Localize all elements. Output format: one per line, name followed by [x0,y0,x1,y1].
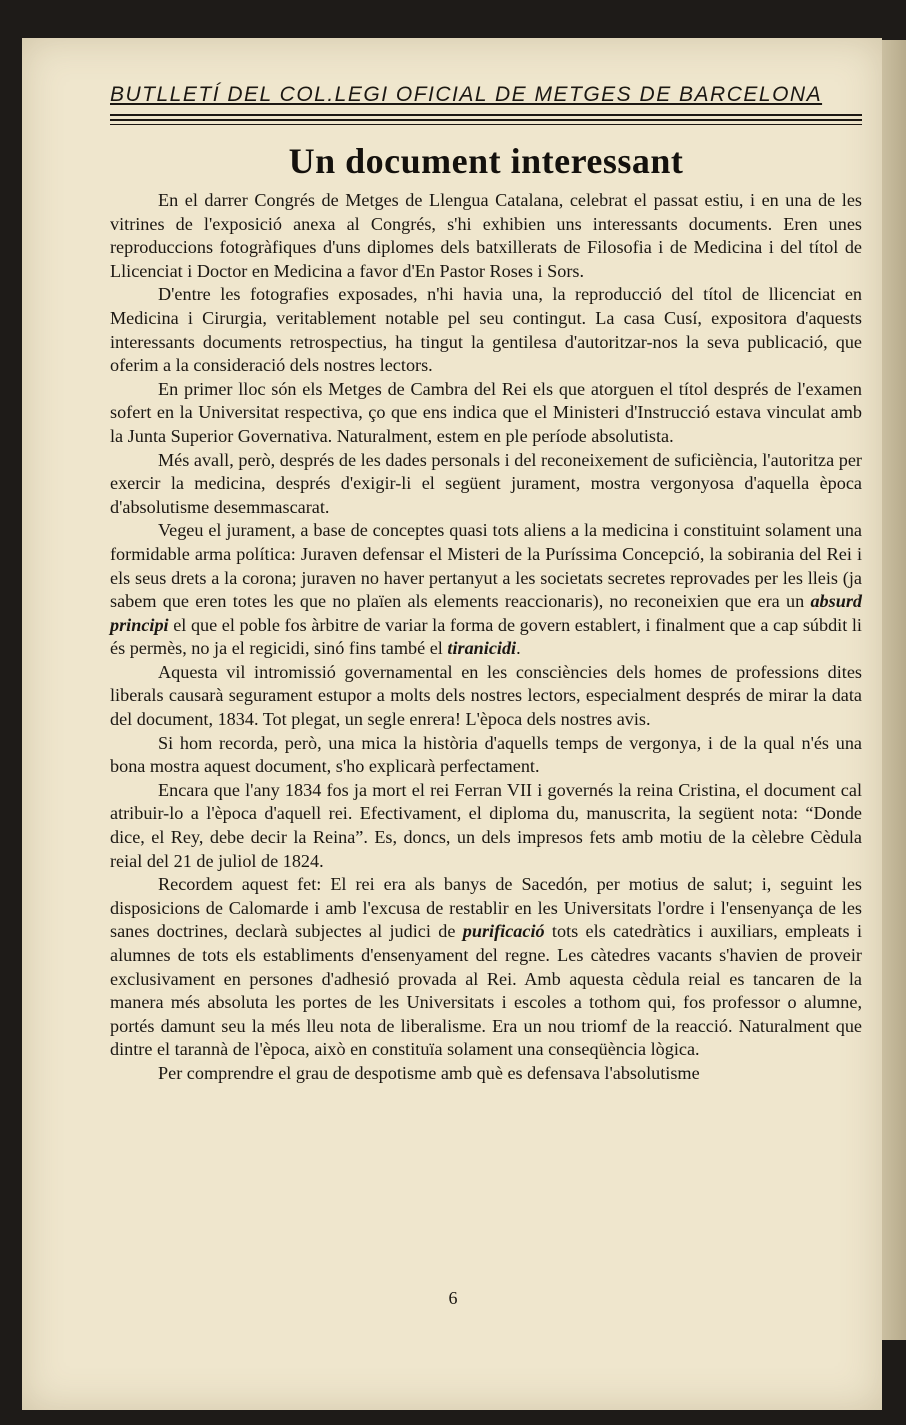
article-title: Un document interessant [288,141,684,181]
emphasized-text: tiranicidi [447,638,517,659]
paragraph [110,1062,862,1086]
paragraph-text: En el darrer Congrés de Metges de Llengua Catalana, celebrat el passat estiu, i en una de les vitrines de l'exposició anexa al Congrés, s'hi exhibien uns interessants documents. Eren unes reproduccions fotogràfiques d'uns diplomes dels batxillerats de Filosofia i de Medicina i del títol de Llicenciat i Doctor en Medicina a favor d'En Pastor Roses i Sors. [110,190,862,281]
paragraph [110,519,862,661]
paragraph-text: En primer lloc són els Metges de Cambra del Rei els que atorguen el títol després de l'examen sofert en la Universitat respectiva, ço que ens indica que el Ministeri d'Instrucció estava vinculat amb la Junta Superior Governativa. Naturalment, estem en ple període absolutista. [110,378,862,446]
emphasized-text: absurd principi [110,591,862,635]
paragraph [110,779,862,873]
paragraph-text: Recordem aquest fet: El rei era als banys de Sacedón, per motius de salut; i, seguint les disposicions de Calomarde i amb l'excusa de restablir en les Universitats l'ordre i l'ensenyança de les sanes doctrines, declarà subjectes al judici de [110,874,862,942]
paragraph-text: Més avall, però, després de les dades personals i del reconeixement de suficiència, l'autoritza per exercir la medicina, després d'exigir-li el següent jurament, mostra vergonyosa d'aquella època d'absolutisme desemmascarat. [110,449,862,517]
paragraph-text: Si hom recorda, però, una mica la història d'aquells temps de vergonya, i de la qual n'és una bona mostra aquest document, s'ho explicarà perfectament. [110,732,862,777]
journal-header: BUTLLETÍ DEL COL.LEGI OFICIAL DE METGES DE BARCELONA [110,83,823,106]
paragraph-text: tots els catedràtics i auxiliars, empleats i alumnes de tots els establiments d'ensenyament del regne. Les càtedres vacants s'havien de proveir exclusivament en persones d'adhesió provada al Rei. Amb aquesta cèdula reial es tancaren de la manera més absoluta les portes de les Universitats i escoles a tothom qui, fos professor o alumne, portés damunt seu la més lleu nota de liberalisme. Era un nou triomf de la reacció. Naturalment que dintre el tarannà de l'època, això en constituïa solament una conseqüència lògica. [110,921,863,1060]
article-body [110,189,862,1086]
paragraph-text: Encara que l'any 1834 fos ja mort el rei Ferran VII i governés la reina Cristina, el document cal atribuir-lo a l'època d'aquell rei. Efectivament, el diploma du, manuscrita, la següent nota: “Donde dice, el Rey, debe decir la Reina”. Es, doncs, un dels impresos fets amb motiu de la cèlebre Cèdula reial del 21 de juliol de 1824. [110,779,862,871]
paragraph-text: . [516,638,521,659]
page-number: 6 [448,1288,458,1308]
paragraph [110,189,862,283]
paragraph-text: Per comprendre el grau de despotisme amb què es defensava l'absolutisme [158,1062,700,1083]
header-rule [110,124,862,125]
paragraph-text: el que el poble fos àrbitre de variar la forma de govern establert, i finalment que a cap súbdit li és permès, no ja el regicidi, sinó fins també el [110,614,862,659]
paragraph [110,873,862,1062]
header-rule [110,119,862,121]
paragraph [110,449,862,520]
header-rule [110,114,862,116]
paragraph-text: Vegeu el jurament, a base de conceptes quasi tots aliens a la medicina i constituint solament una formidable arma política: Juraven defensar el Misteri de la Puríssima Concepció, la sobirania del Rei i els seus drets a la corona; juraven no haver pertanyut a les societats secretes reprovades per les lleis (ja sabem que eren totes les que no plaïen als elements reaccionaris), no reconeixien que era un [110,520,862,612]
paragraph [110,283,862,377]
paragraph-text: D'entre les fotografies exposades, n'hi havia una, la reproducció del títol de llicenciat en Medicina i Cirurgia, veritablement notable pel seu contingut. La casa Cusí, expositora d'aquests interessants documents retrospectius, ha tingut la gentilesa d'autoritzar-nos la seva publicació, que oferim a la consideració dels nostres lectors. [110,284,862,376]
paragraph-text: Aquesta vil intromissió governamental en les consciències dels homes de professions dites liberals causarà segurament estupor a molts dels nostres lectors, especialment després de mirar la data del document, 1834. Tot plegat, un segle enrera! L'època dels nostres avis. [110,661,862,730]
paragraph [110,661,862,732]
emphasized-text: purificació [462,921,545,942]
paragraph [110,378,862,449]
paragraph [110,732,862,779]
